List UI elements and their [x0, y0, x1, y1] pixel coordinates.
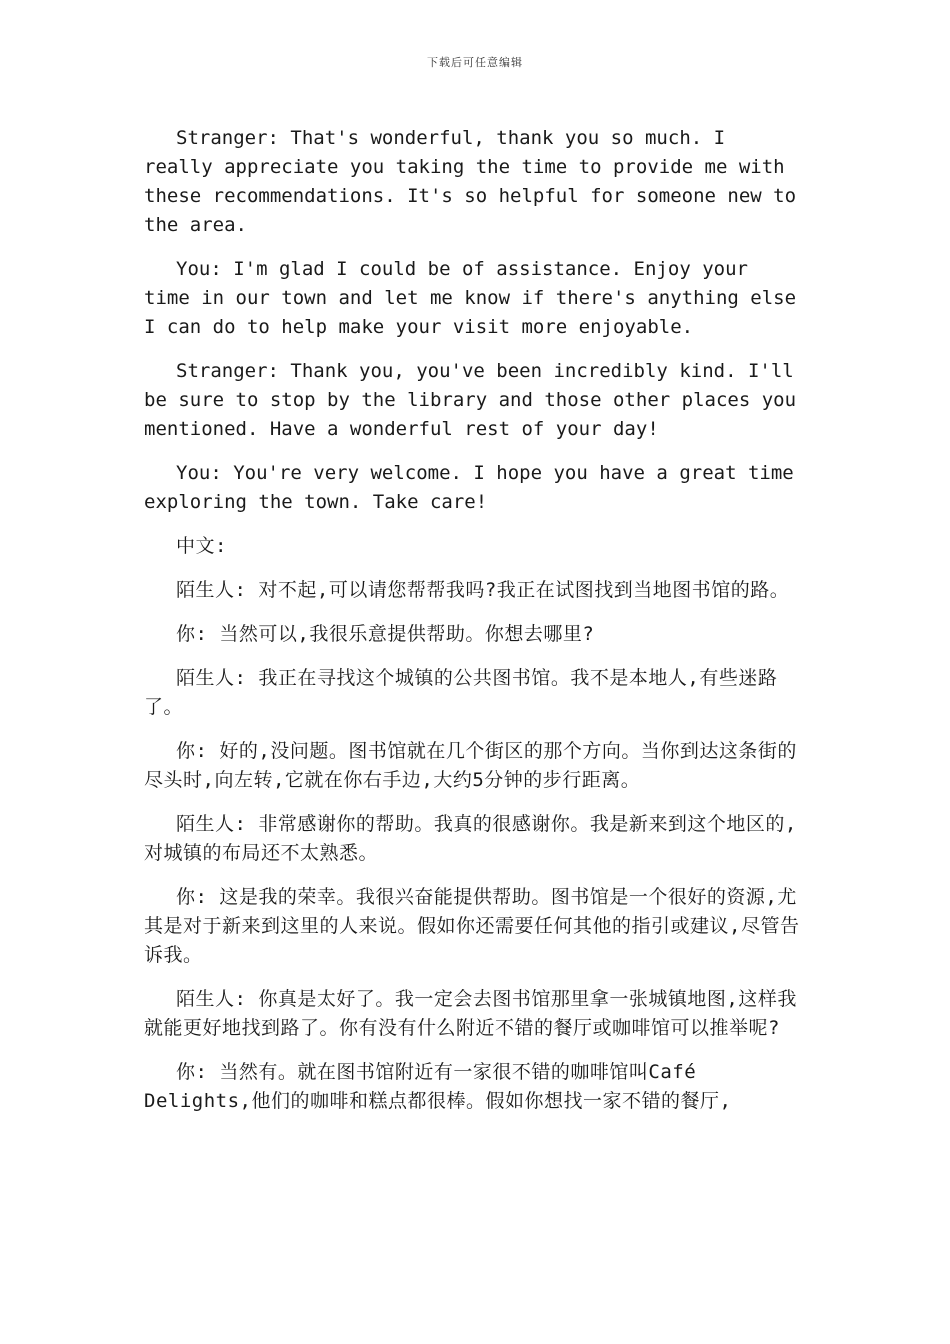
- paragraph-cn-1: 陌生人: 对不起,可以请您帮帮我吗?我正在试图找到当地图书馆的路。: [176, 579, 790, 601]
- paragraph-cn-2: 你: 当然可以,我很乐意提供帮助。你想去哪里?: [176, 623, 595, 645]
- paragraph-stranger-kind: Stranger: Thank you, you've been incredibly kind. I'll be sure to stop by the library and those other places you mentioned. Have a wonderful rest of your day!: [144, 360, 797, 440]
- document-body: [144, 124, 804, 1131]
- paragraph-cn-8: 你: 当然有。就在图书馆附近有一家很不错的咖啡馆叫Café Delights,他们的咖啡和糕点都很棒。假如你想找一家不错的餐厅,: [144, 1061, 732, 1112]
- paragraph-cn-5: 陌生人: 非常感谢你的帮助。我真的很感谢你。我是新来到这个地区的,对城镇的布局还不太熟悉。: [144, 813, 797, 864]
- paragraph-cn-6: 你: 这是我的荣幸。我很兴奋能提供帮助。图书馆是一个很好的资源,尤其是对于新来到这里的人来说。假如你还需要任何其他的指引或建议,尽管告诉我。: [144, 886, 800, 966]
- paragraph-you-welcome: You: You're very welcome. I hope you have a great time exploring the town. Take care!: [144, 462, 794, 513]
- paragraph-cn-3: 陌生人: 我正在寻找这个城镇的公共图书馆。我不是本地人,有些迷路了。: [144, 667, 778, 718]
- paragraph-stranger-thanks: Stranger: That's wonderful, thank you so much. I really appreciate you taking the time to provide me with these recommendations. It's so helpful for someone new to the area.: [144, 127, 797, 236]
- page-header: 下载后可任意编辑: [427, 56, 523, 69]
- section-heading-chinese: 中文:: [176, 535, 227, 557]
- paragraph-you-glad: You: I'm glad I could be of assistance. Enjoy your time in our town and let me know if there's anything else I can do to help make your visit more enjoyable.: [144, 258, 797, 338]
- paragraph-cn-4: 你: 好的,没问题。图书馆就在几个街区的那个方向。当你到达这条街的尽头时,向左转,它就在你右手边,大约5分钟的步行距离。: [144, 740, 797, 791]
- paragraph-cn-7: 陌生人: 你真是太好了。我一定会去图书馆那里拿一张城镇地图,这样我就能更好地找到路了。你有没有什么附近不错的餐厅或咖啡馆可以推举呢?: [144, 988, 797, 1039]
